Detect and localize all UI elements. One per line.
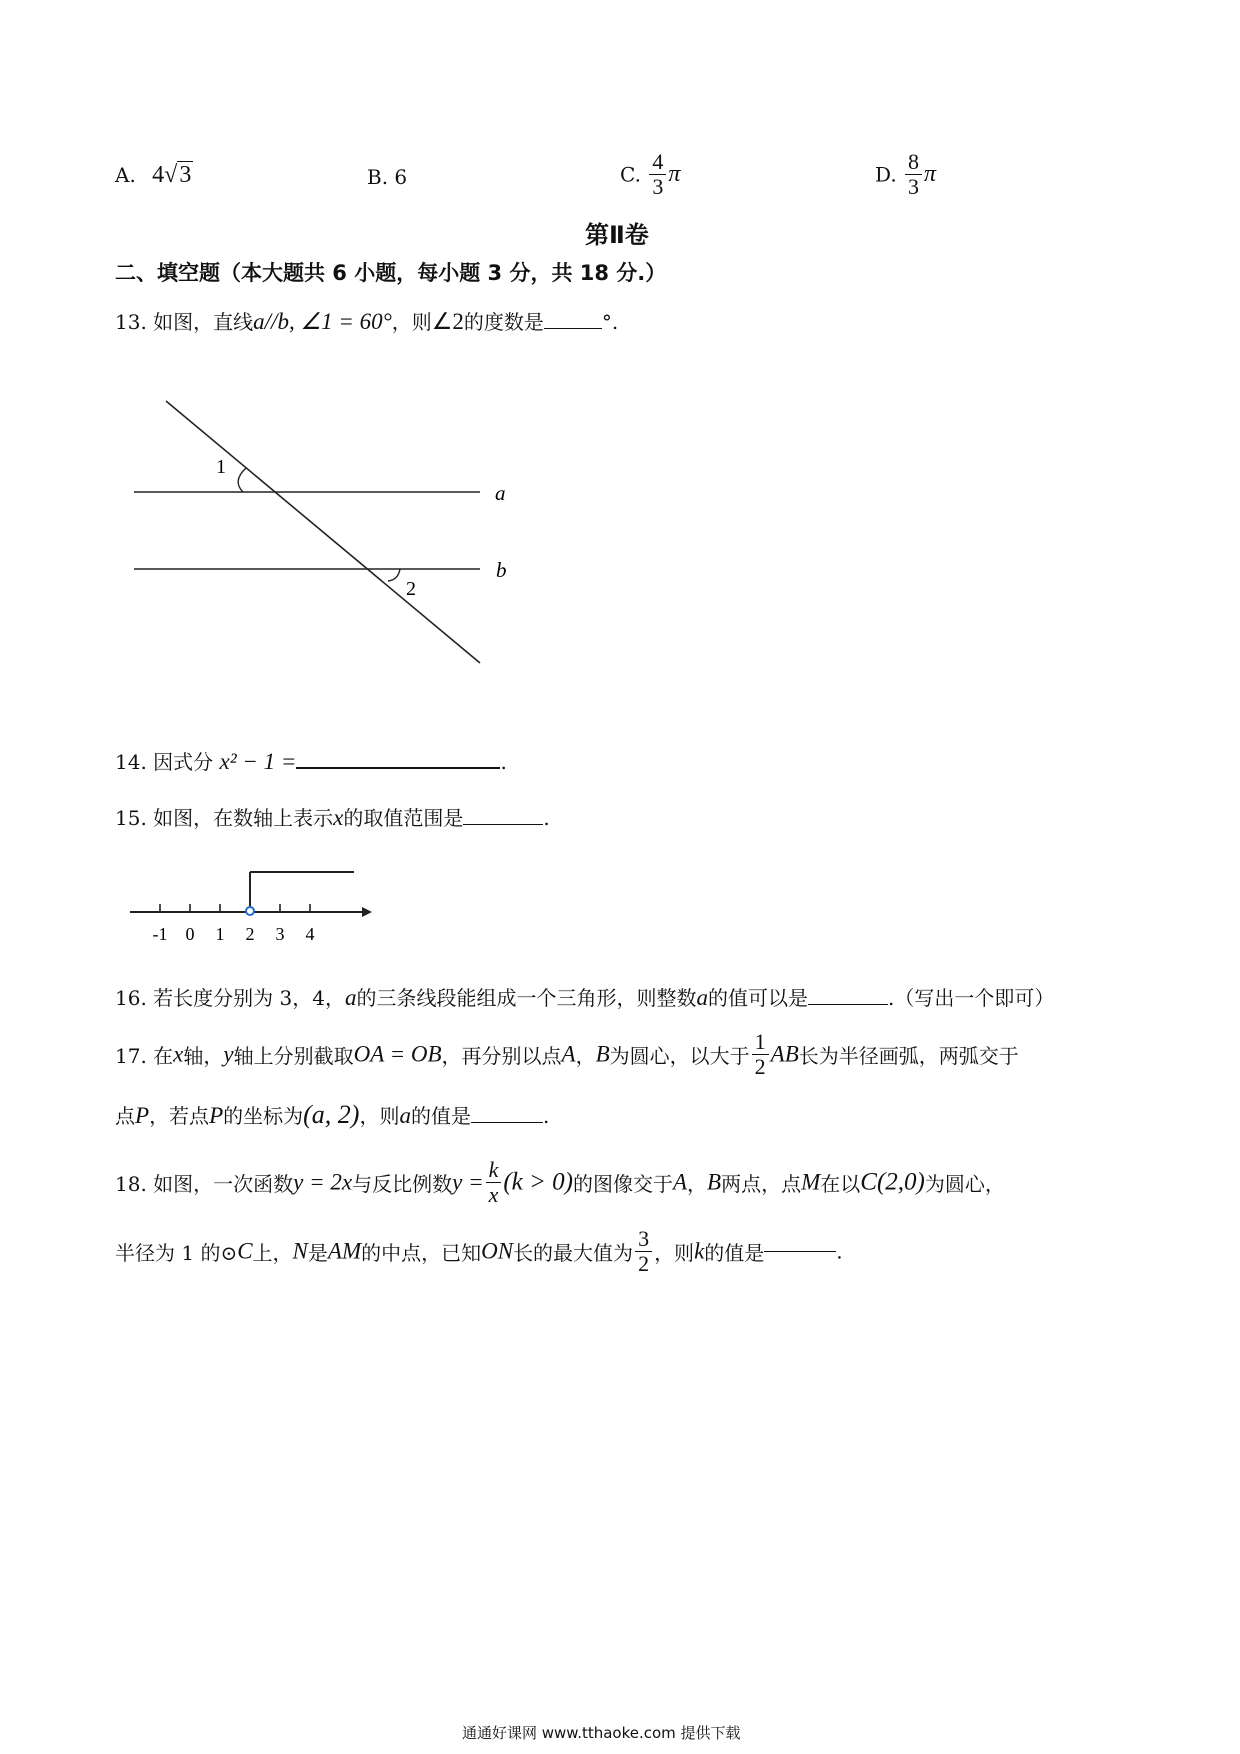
q16-answer-blank[interactable] [808, 1004, 888, 1005]
footer: 通通好课网 www.tthaoke.com 提供下载 [462, 1724, 741, 1742]
q18-A: A [672, 1169, 688, 1195]
q13-math: a//b, ∠1 = 60° [253, 309, 392, 334]
q16-prefix: 16. 若长度分别为 3，4， [115, 986, 345, 1010]
q16-var2: a [696, 985, 708, 1010]
q17-B: B [595, 1041, 610, 1067]
q18-mid6: 的中点，已知 [361, 1241, 482, 1265]
number-line-tick-label: -1 [152, 924, 168, 944]
option-d-pi: π [924, 161, 937, 187]
q13-tail: °. [601, 310, 619, 334]
q17-axis2: 轴上分别截取 [233, 1044, 354, 1068]
number-line-tick-label: 3 [275, 924, 285, 944]
q17-tail: . [542, 1104, 550, 1128]
q18-mid1: 与反比例数 [352, 1172, 453, 1196]
q17-A: A [561, 1041, 576, 1067]
q17-value: 的值是 [410, 1104, 471, 1128]
q17-answer-blank[interactable] [471, 1122, 543, 1123]
q13-prefix: 13. 如图，直线 [115, 310, 254, 334]
q17-P2: P [209, 1103, 224, 1128]
q18-on: 上， [252, 1241, 293, 1265]
number-line-arrow [362, 907, 372, 917]
q17-eq: OA = OB [353, 1041, 442, 1067]
q16-suffix: 的值可以是 [707, 986, 808, 1010]
q18-mid2: 的图像交于 [572, 1172, 673, 1196]
q13-suffix: 的度数是 [463, 310, 544, 334]
option-d-label: D. [875, 162, 897, 187]
question-18-line1 [115, 1158, 1005, 1207]
q13-mid: ，则 [391, 310, 432, 334]
q15-answer-blank[interactable] [463, 824, 543, 825]
q15-prefix: 15. 如图，在数轴上表示 [115, 806, 334, 830]
number-line-tick-label: 4 [305, 924, 315, 944]
q18-N: N [292, 1238, 308, 1264]
q18-end1: 为圆心， [924, 1172, 1005, 1196]
question-15 [115, 802, 550, 831]
line-a-label: a [495, 481, 506, 505]
q17-line2-mid: ，若点 [149, 1104, 210, 1128]
q17-comma: ， [575, 1044, 596, 1068]
q14-prefix: 14. 因式分 [115, 750, 214, 774]
option-d-fraction: $\frac{8}{3}$ [905, 150, 922, 199]
q18-comma: ， [687, 1172, 708, 1196]
number-line-tick-label: 0 [185, 924, 195, 944]
option-b-text: B. 6 [367, 165, 408, 189]
q17-x: x [173, 1041, 184, 1067]
line-b-label: b [496, 558, 507, 582]
q18-C: C(2,0) [860, 1168, 925, 1196]
q18-value: 的值是 [704, 1241, 765, 1265]
q17-coord: (a, 2) [303, 1100, 360, 1129]
question-17-line1 [115, 1030, 1019, 1079]
q17-ab: AB [770, 1041, 799, 1067]
question-14 [115, 746, 507, 775]
open-endpoint [246, 907, 254, 915]
q17-mid: ，再分别以点 [441, 1044, 562, 1068]
number-line-figure [130, 860, 390, 950]
angle-2-arc [388, 569, 400, 581]
question-18-line2 [115, 1227, 843, 1276]
section-title: 二、填空题（本大题共 6 小题，每小题 3 分，共 18 分.） [115, 261, 667, 285]
q17-coord-text: 的坐标为 [223, 1104, 304, 1128]
angle-2-label: 2 [406, 578, 416, 600]
q18-ON: ON [481, 1238, 514, 1264]
q18-f1: y = 2x [293, 1169, 353, 1195]
q17-half-fraction: $\frac{1}{2}$ [752, 1030, 769, 1079]
question-16 [115, 982, 1054, 1011]
q18-k: k [694, 1238, 705, 1264]
q18-C2: C [237, 1238, 253, 1264]
q18-then: ，则 [654, 1241, 695, 1265]
option-c-fraction: $\frac{4}{3}$ [649, 150, 666, 199]
q13-answer-blank[interactable] [544, 328, 602, 329]
q18-k-fraction: $\frac{k}{x}$ [486, 1158, 502, 1207]
q18-M: M [801, 1169, 821, 1195]
q16-tail: .（写出一个即可） [887, 986, 1055, 1010]
option-c-pi: π [668, 161, 681, 187]
option-a-label: A. [115, 163, 136, 187]
q16-mid: 的三条线段能组成一个三角形，则整数 [356, 986, 697, 1010]
q15-tail: . [543, 806, 550, 830]
option-a-value: 4√3 [152, 162, 192, 188]
q16-var1: a [344, 985, 357, 1010]
q17-axis1: 轴， [183, 1044, 224, 1068]
q14-suffix: . [500, 750, 507, 774]
option-c [620, 150, 680, 199]
question-17-line2 [115, 1100, 549, 1130]
option-d [875, 150, 936, 199]
q18-tail: . [836, 1239, 843, 1264]
q14-math: x² − 1 = [219, 749, 297, 774]
q18-mid3: 两点，点 [721, 1172, 802, 1196]
q18-f2a: y = [452, 1169, 484, 1195]
q18-mid5: 是 [307, 1241, 328, 1265]
option-c-label: C. [620, 162, 641, 187]
number-line-ticks [153, 904, 315, 944]
q18-answer-blank[interactable] [764, 1251, 836, 1252]
number-line-tick-label: 1 [215, 924, 225, 944]
q18-mid4: 在以 [820, 1172, 861, 1196]
q17-y: y [223, 1041, 234, 1067]
angle-1-label: 1 [216, 456, 226, 478]
q17-a: a [399, 1103, 411, 1128]
angle-1-arc [238, 468, 246, 492]
number-line-tick-label: 2 [245, 924, 255, 944]
q17-center: 为圆心，以大于 [609, 1044, 750, 1068]
transversal-line [166, 401, 480, 663]
q18-AM: AM [327, 1238, 362, 1264]
q17-then: ，则 [359, 1104, 400, 1128]
option-a [115, 162, 193, 189]
q15-suffix: 的取值范围是 [343, 806, 464, 830]
option-b [367, 165, 407, 189]
q18-prefix: 18. 如图，一次函数 [115, 1172, 294, 1196]
q18-cond: (k > 0) [503, 1168, 573, 1196]
q17-line2-prefix: 点 [115, 1104, 135, 1128]
q17-P1: P [135, 1103, 150, 1128]
q14-answer-blank[interactable] [296, 767, 500, 769]
figure-13-parallel-lines [130, 395, 550, 675]
volume-title: 第Ⅱ卷 [585, 221, 649, 249]
q18-mid7: 长的最大值为 [513, 1241, 634, 1265]
q17-end1: 长为半径画弧，两弧交于 [798, 1044, 1019, 1068]
q18-line2-prefix: 半径为 1 的⊙ [115, 1241, 238, 1265]
q15-var: x [333, 805, 344, 830]
q13-angle: ∠2 [431, 309, 464, 334]
q18-B: B [707, 1169, 722, 1195]
q17-prefix: 17. 在 [115, 1044, 174, 1068]
question-13 [115, 306, 618, 335]
q18-max-fraction: $\frac{3}{2}$ [635, 1227, 652, 1276]
